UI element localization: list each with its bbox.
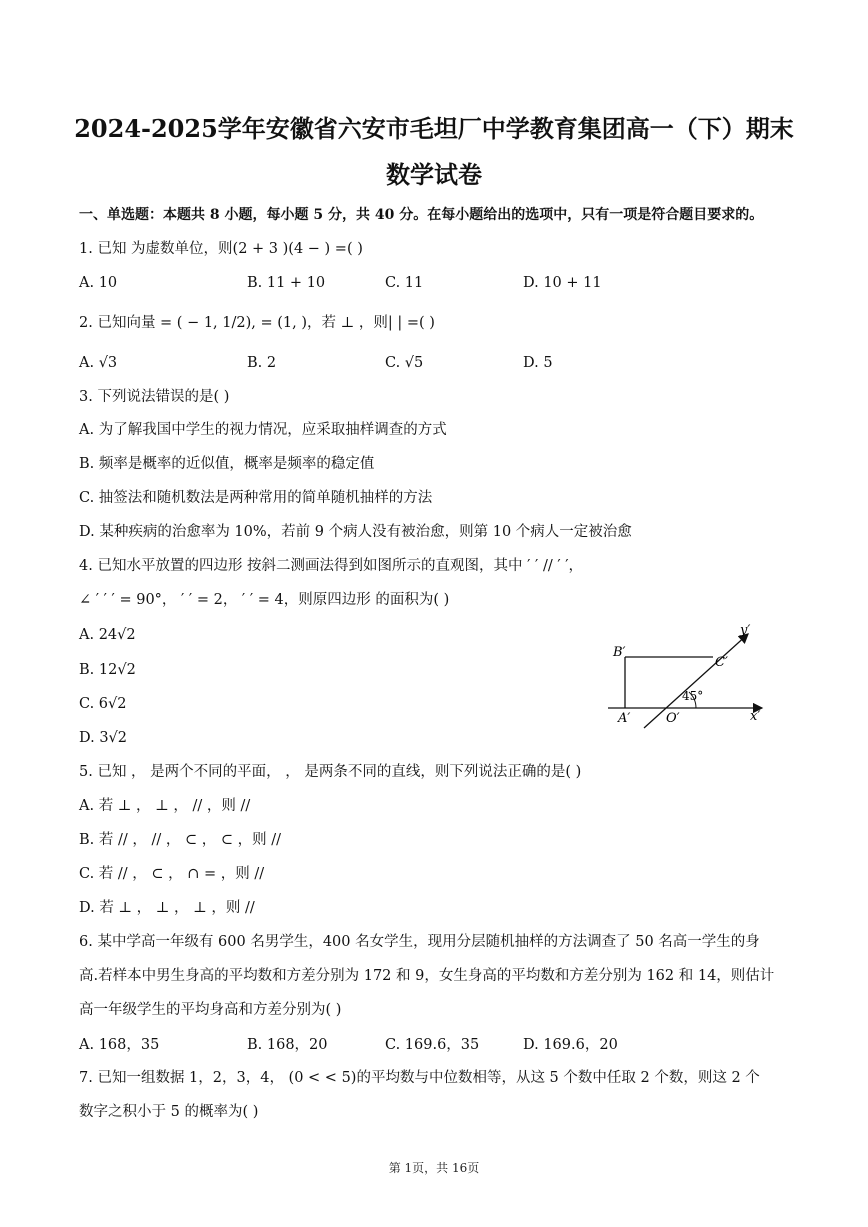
q5-option-c: C. 若 // ， ⊂ ， ∩ = ，则 //: [79, 866, 265, 882]
q6-option-a: A. 168，35: [79, 1037, 160, 1053]
y-axis: [644, 634, 748, 728]
q5-stem: 5. 已知 ， 是两个不同的平面， ， 是两条不同的直线，则下列说法正确的是( ): [79, 764, 582, 780]
q2-option-a: A. √3: [79, 355, 118, 371]
label-y: y′: [740, 623, 751, 638]
q3-option-d: D. 某种疾病的治愈率为 10%，若前 9 个病人没有被治愈，则第 10 个病人一定被治愈: [79, 524, 632, 540]
section-heading: 一、单选题：本题共 8 小题，每小题 5 分，共 40 分。在每小题给出的选项中，只有一项是符合题目要求的。: [79, 207, 764, 223]
q4-stem-line2: ∠ ′ ′ ′ = 90°， ′ ′ = 2， ′ ′ = 4，则原四边形 的面积为( ): [79, 592, 450, 608]
label-o: O′: [666, 711, 680, 726]
q6-line3: 高一年级学生的平均身高和方差分别为( ): [79, 1002, 342, 1018]
page-footer: 第 1页，共 16页: [388, 1161, 480, 1175]
q2-option-c: C. √5: [385, 355, 424, 371]
q3-stem: 3. 下列说法错误的是( ): [79, 389, 230, 405]
q3-option-c: C. 抽签法和随机数法是两种常用的简单随机抽样的方法: [79, 490, 433, 506]
q1-stem: 1. 已知 为虚数单位，则(2 + 3 )(4 − ) =( ): [79, 241, 363, 257]
label-x: x′: [750, 709, 761, 724]
q3-option-a: A. 为了解我国中学生的视力情况，应采取抽样调查的方式: [79, 422, 447, 438]
q4-option-d: D. 3√2: [79, 730, 128, 746]
q2-stem: 2. 已知向量 = ( − 1, 1/2), = (1, )，若 ⊥ ，则| | =( ): [79, 315, 435, 331]
q5-option-a: A. 若 ⊥ ， ⊥ ， // ，则 //: [79, 798, 251, 814]
label-angle: 45°: [682, 689, 704, 703]
q7-line2: 数字之积小于 5 的概率为( ): [79, 1104, 259, 1120]
q4-figure: [600, 620, 780, 735]
q4-option-c: C. 6√2: [79, 696, 127, 712]
q1-option-c: C. 11: [385, 275, 424, 291]
q1-option-a: A. 10: [79, 275, 118, 291]
q1-option-b: B. 11 + 10: [247, 275, 326, 291]
q4-option-a: A. 24√2: [79, 627, 136, 643]
exam-title-line1: 2024-2025学年安徽省六安市毛坦厂中学教育集团高一（下）期末: [74, 114, 794, 143]
q5-option-b: B. 若 // ， // ， ⊂ ， ⊂ ，则 //: [79, 832, 281, 848]
label-c: C′: [715, 655, 728, 670]
q2-option-b: B. 2: [247, 355, 277, 371]
q6-line1: 6. 某中学高一年级有 600 名男学生，400 名女学生，现用分层随机抽样的方法调查了 50 名高一学生的身: [79, 934, 760, 950]
q5-option-d: D. 若 ⊥ ， ⊥ ， ⊥ ，则 //: [79, 900, 255, 916]
q2-option-d: D. 5: [523, 355, 553, 371]
q7-line1: 7. 已知一组数据 1，2，3，4， (0 < < 5)的平均数与中位数相等，从这 5 个数中任取 2 个数，则这 2 个: [79, 1070, 760, 1086]
q3-option-b: B. 频率是概率的近似值，概率是频率的稳定值: [79, 456, 375, 472]
q6-option-c: C. 169.6，35: [385, 1037, 480, 1053]
q6-line2: 高.若样本中男生身高的平均数和方差分别为 172 和 9，女生身高的平均数和方差分别为 162 和 14，则估计: [79, 968, 775, 984]
label-a: A′: [618, 711, 631, 726]
exam-title-line2: 数学试卷: [386, 160, 482, 189]
q1-option-d: D. 10 + 11: [523, 275, 602, 291]
label-b: B′: [613, 645, 626, 660]
q6-option-d: D. 169.6，20: [523, 1037, 618, 1053]
q4-stem-line1: 4. 已知水平放置的四边形 按斜二测画法得到如图所示的直观图，其中 ′ ′ // ′ ′，: [79, 558, 584, 574]
q6-option-b: B. 168，20: [247, 1037, 328, 1053]
q4-option-b: B. 12√2: [79, 662, 136, 678]
